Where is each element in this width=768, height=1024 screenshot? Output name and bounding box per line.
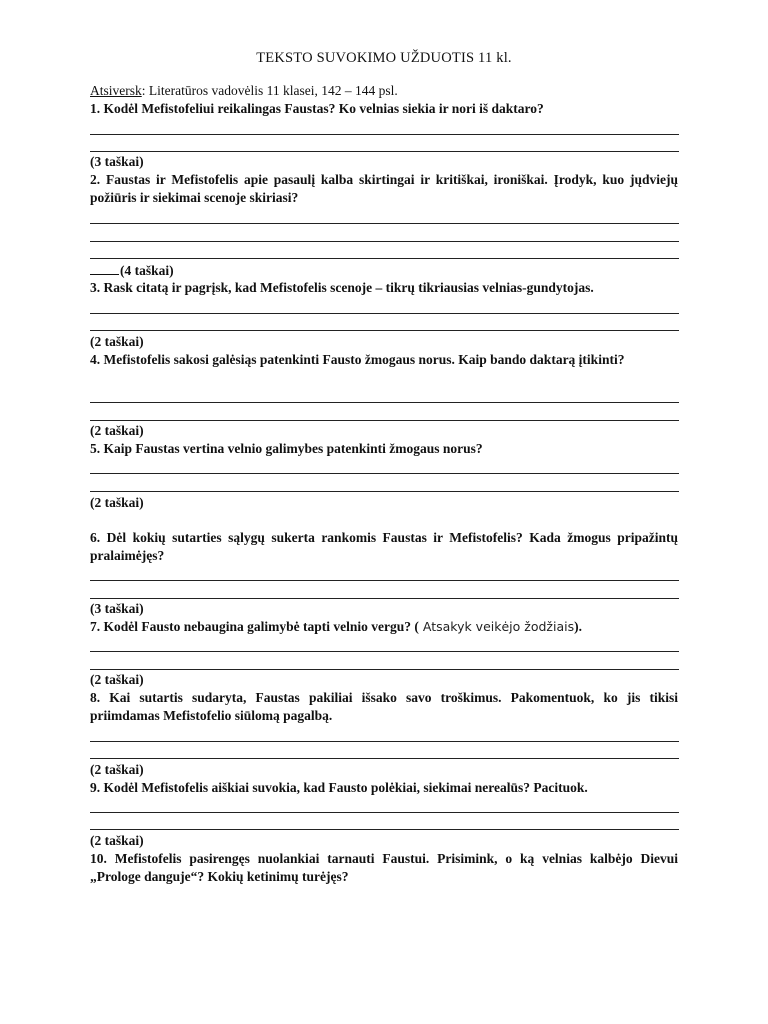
source-reference bbox=[90, 82, 678, 100]
answer-line bbox=[90, 580, 679, 581]
question-6: 6. Dėl kokių sutarties sąlygų sukerta rankomis Faustas ir Mefistofelis? Kada žmogus pripažintų pralaimėjęs? bbox=[90, 530, 678, 563]
answer-line bbox=[90, 241, 679, 242]
answer-line bbox=[90, 491, 679, 492]
answer-line bbox=[90, 258, 679, 259]
question-2: 2. Faustas ir Mefistofelis apie pasaulį kalba skirtingai ir kritiškai, ironiškai. Įrodyk, kuo jųdviejų požiūris ir siekimai scenoje skiriasi? bbox=[90, 172, 678, 205]
score-blank[interactable] bbox=[90, 262, 119, 275]
answer-line bbox=[90, 812, 679, 813]
question-7 bbox=[90, 618, 678, 636]
points-5: (2 taškai) bbox=[90, 495, 144, 510]
answer-line bbox=[90, 473, 679, 474]
question-5: 5. Kaip Faustas vertina velnio galimybes patenkinti žmogaus norus? bbox=[90, 441, 483, 456]
answer-line bbox=[90, 651, 679, 652]
answer-line bbox=[90, 223, 679, 224]
question-1: 1. Kodėl Mefistofeliui reikalingas Faustas? Ko velnias siekia ir nori iš daktaro? bbox=[90, 101, 544, 116]
answer-line bbox=[90, 829, 679, 830]
answer-line bbox=[90, 313, 679, 314]
points-8: (2 taškai) bbox=[90, 762, 144, 777]
worksheet-title: TEKSTO SUVOKIMO UŽDUOTIS 11 kl. bbox=[256, 50, 512, 66]
answer-line bbox=[90, 420, 679, 421]
points-1: (3 taškai) bbox=[90, 154, 144, 169]
question-7-tail: ). bbox=[574, 619, 582, 634]
answer-line bbox=[90, 151, 679, 152]
question-7-text: 7. Kodėl Fausto nebaugina galimybė tapti velnio vergu? ( bbox=[90, 619, 419, 634]
answer-line bbox=[90, 669, 679, 670]
question-10: 10. Mefistofelis pasirengęs nuolankiai tarnauti Faustui. Prisimink, o ką velnias kalbėjo Dievui „Prologe danguje“? Kokių ketinimų turėjęs? bbox=[90, 851, 678, 884]
question-3: 3. Rask citatą ir pagrįsk, kad Mefistofelis scenoje – tikrų tikriausias velnias-gundytojas. bbox=[90, 280, 594, 295]
points-6: (3 taškai) bbox=[90, 601, 144, 616]
answer-line bbox=[90, 758, 679, 759]
points-3: (2 taškai) bbox=[90, 334, 144, 349]
answer-line bbox=[90, 598, 679, 599]
points-2: (4 taškai) bbox=[120, 263, 174, 278]
points-9: (2 taškai) bbox=[90, 833, 144, 848]
source-text: : Literatūros vadovėlis 11 klasei, 142 – 144 psl. bbox=[141, 83, 398, 98]
source-label: Atsiversk bbox=[90, 83, 142, 98]
question-9: 9. Kodėl Mefistofelis aiškiai suvokia, kad Fausto polėkiai, siekimai nerealūs? Pacituok. bbox=[90, 780, 588, 795]
question-4: 4. Mefistofelis sakosi galėsiąs patenkinti Fausto žmogaus norus. Kaip bando daktarą įtikinti? bbox=[90, 352, 625, 367]
answer-line bbox=[90, 330, 679, 331]
question-8: 8. Kai sutartis sudaryta, Faustas pakiliai išsako savo troškimus. Pakomentuok, ko jis tikisi priimdamas Mefistofelio siūlomą pagalbą. bbox=[90, 690, 678, 723]
question-7-hint: Atsakyk veikėjo žodžiais bbox=[418, 619, 575, 634]
points-7: (2 taškai) bbox=[90, 672, 144, 687]
answer-line bbox=[90, 402, 679, 403]
answer-line bbox=[90, 741, 679, 742]
points-2-row bbox=[90, 262, 678, 280]
answer-line bbox=[90, 134, 679, 135]
points-4: (2 taškai) bbox=[90, 423, 144, 438]
